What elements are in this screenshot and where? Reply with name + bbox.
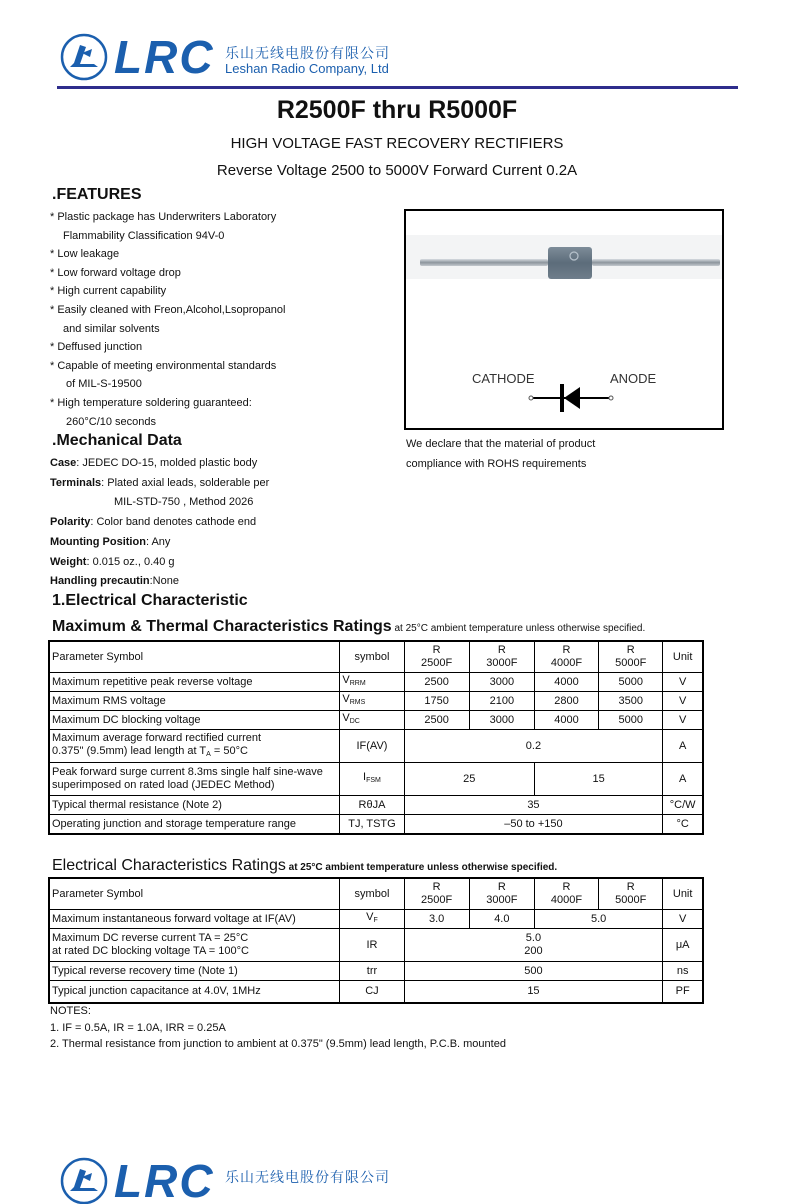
unit-cell: μA: [663, 929, 703, 962]
electrical-ratings-table: [48, 877, 704, 1004]
value-cell: 2800: [534, 692, 598, 711]
polarity-value: : Color band denotes cathode end: [90, 516, 257, 529]
value-cell: 3000: [469, 711, 534, 730]
mounting-label: Mounting Position: [50, 535, 146, 548]
param-cell: Maximum average forward rectified current 0.375" (9.5mm) lead length at $T_A = 50^\circ C$: [49, 730, 340, 763]
symbol-cell: $I_{FSM}$: [340, 763, 404, 796]
header-r3000f: R 3000F: [469, 641, 534, 673]
value-cell: 15: [404, 981, 663, 1003]
max-thermal-ratings-table: [48, 640, 704, 835]
header-param: Parameter Symbol: [49, 641, 340, 673]
unit-cell: PF: [663, 981, 703, 1003]
polarity-label: Polarity: [50, 516, 91, 529]
company-logo-emblem: [60, 33, 108, 81]
rohs-line: We declare that the material of product: [406, 438, 596, 450]
unit-cell: ns: [663, 962, 703, 981]
feature-item: and similar solvents: [63, 322, 160, 335]
feature-item: * High current capability: [50, 285, 167, 298]
handling-label: Handling precautin: [50, 575, 150, 588]
features-heading: .FEATURES: [52, 186, 142, 203]
symbol-cell: IR: [340, 929, 404, 962]
header-r5000f: R 5000F: [599, 641, 663, 673]
feature-item: of MIL-S-19500: [66, 378, 142, 391]
table-row: [49, 692, 703, 711]
unit-cell: V: [663, 673, 703, 692]
value-cell: 35: [404, 796, 663, 815]
value-cell: 4.0: [469, 910, 534, 929]
footer-logo: [60, 1154, 460, 1204]
table-header-row: [49, 878, 703, 910]
anode-label: ANODE: [610, 371, 657, 386]
param-cell: Maximum instantaneous forward voltage at IF(AV): [49, 910, 340, 929]
value-cell: 2100: [469, 692, 534, 711]
rohs-line: compliance with ROHS requirements: [406, 458, 587, 470]
mechanical-data: [50, 454, 390, 592]
value-cell: 5000: [599, 711, 663, 730]
terminals-value: : Plated axial leads, solderable per: [101, 476, 270, 489]
terminals-label: Terminals: [50, 476, 102, 489]
header-unit: Unit: [663, 878, 703, 910]
feature-item: Flammability Classification 94V-0: [63, 229, 225, 242]
table1-title: [52, 618, 645, 636]
feature-item: 260°C/10 seconds: [66, 415, 157, 428]
table-row: [49, 929, 703, 962]
symbol-cell: $V_{RRM}$: [340, 673, 404, 692]
logo-emblem-icon: [60, 33, 108, 81]
table-row: [49, 962, 703, 981]
param-cell: Maximum DC reverse current TA = 25°C at rated DC blocking voltage TA = 100°C: [49, 929, 340, 962]
table2-title-note: at 25°C ambient temperature unless otherwise specified.: [285, 862, 558, 873]
value-cell: 3000: [469, 673, 534, 692]
unit-cell: °C/W: [663, 796, 703, 815]
footer-logo-text: LRC: [114, 1155, 215, 1204]
table-row: [49, 763, 703, 796]
table2-title: [52, 857, 557, 875]
electrical-heading: 1.Electrical Characteristic: [52, 592, 248, 609]
table1-title-text: Maximum & Thermal Characteristics Ratings: [52, 618, 392, 635]
cathode-label: CATHODE: [472, 371, 535, 386]
note-item: 1. IF = 0.5A, IR = 1.0A, IRR = 0.25A: [50, 1021, 226, 1034]
symbol-cell: RθJA: [340, 796, 404, 815]
value-cell: 15: [534, 763, 662, 796]
symbol-cell: $V_F$: [340, 910, 404, 929]
value-cell: 1750: [404, 692, 469, 711]
symbol-cell: CJ: [340, 981, 404, 1003]
symbol-cell: $V_{DC}$: [340, 711, 404, 730]
feature-item: * Capable of meeting environmental standards: [50, 359, 277, 372]
notes: [50, 1003, 506, 1053]
feature-item: * Plastic package has Underwriters Laboratory: [50, 211, 277, 223]
unit-cell: A: [663, 730, 703, 763]
unit-cell: °C: [663, 815, 703, 835]
table2-title-text: Electrical Characteristics Ratings: [52, 857, 286, 874]
value-cell: 5.0 200: [404, 929, 663, 962]
header-divider: [57, 86, 738, 89]
diode-symbol-icon: [528, 383, 614, 413]
footer-company-cn: 乐山无线电股份有限公司: [225, 1170, 390, 1186]
case-label: Case: [50, 457, 77, 469]
param-cell: Typical thermal resistance (Note 2): [49, 796, 340, 815]
unit-cell: V: [663, 711, 703, 730]
symbol-cell: TJ, TSTG: [340, 815, 404, 835]
terminals-value-cont: MIL-STD-750 , Method 2026: [114, 496, 254, 509]
value-cell: 4000: [534, 673, 598, 692]
table-row: [49, 673, 703, 692]
value-cell: –50 to +150: [404, 815, 663, 835]
case-value: : JEDEC DO-15, molded plastic body: [76, 457, 258, 469]
table-row: [49, 711, 703, 730]
company-name-english: Leshan Radio Company, Ltd: [225, 61, 389, 76]
unit-cell: V: [663, 910, 703, 929]
header-symbol: symbol: [340, 641, 404, 673]
feature-item: * Easily cleaned with Freon,Alcohol,Lsopropanol: [50, 303, 286, 316]
features-list: [50, 208, 390, 431]
table1-title-note: at 25°C ambient temperature unless otherwise specified.: [391, 623, 646, 634]
table-header-row: [49, 641, 703, 673]
header-r3000f: R 3000F: [469, 878, 534, 910]
header-r2500f: R 2500F: [404, 641, 469, 673]
param-cell: Peak forward surge current 8.3ms single half sine-wave superimposed on rated load (JEDEC Method): [49, 763, 340, 796]
rohs-statement: [406, 434, 595, 474]
symbol-cell: IF(AV): [340, 730, 404, 763]
company-name-chinese: 乐山无线电股份有限公司: [225, 46, 390, 62]
table-row: [49, 910, 703, 929]
header-unit: Unit: [663, 641, 703, 673]
handling-value: :None: [149, 575, 179, 588]
mounting-value: : Any: [145, 535, 171, 548]
table-row: [49, 730, 703, 763]
document-title: R2500F thru R5000F: [276, 96, 518, 124]
unit-cell: A: [663, 763, 703, 796]
param-cell: Typical junction capacitance at 4.0V, 1MHz: [49, 981, 340, 1003]
mechanical-heading: .Mechanical Data: [52, 432, 182, 449]
header-param: Parameter Symbol: [49, 878, 340, 910]
header-symbol: symbol: [340, 878, 404, 910]
table-row: [49, 981, 703, 1003]
param-cell: Maximum repetitive peak reverse voltage: [49, 673, 340, 692]
weight-label: Weight: [50, 555, 87, 568]
feature-item: * High temperature soldering guaranteed:: [50, 396, 252, 409]
param-cell: Maximum RMS voltage: [49, 692, 340, 711]
value-cell: 5.0: [534, 910, 662, 929]
value-cell: 500: [404, 962, 663, 981]
document-subtitle-specs: Reverse Voltage 2500 to 5000V Forward Current 0.2A: [216, 162, 578, 179]
header-r5000f: R 5000F: [599, 878, 663, 910]
value-cell: 25: [404, 763, 534, 796]
symbol-cell: trr: [340, 962, 404, 981]
param-cell: Typical reverse recovery time (Note 1): [49, 962, 340, 981]
feature-item: * Low forward voltage drop: [50, 266, 181, 279]
table-row: [49, 815, 703, 835]
header-r2500f: R 2500F: [404, 878, 469, 910]
document-subtitle: HIGH VOLTAGE FAST RECOVERY RECTIFIERS: [230, 135, 564, 152]
weight-value: : 0.015 oz., 0.40 g: [86, 555, 175, 568]
table-row: [49, 796, 703, 815]
feature-item: * Deffused junction: [50, 341, 143, 354]
note-item: 2. Thermal resistance from junction to ambient at 0.375" (9.5mm) lead length, P.C.B. mounted: [50, 1038, 506, 1050]
header-r4000f: R 4000F: [534, 878, 598, 910]
logo-text: LRC: [114, 31, 215, 83]
value-cell: 3.0: [404, 910, 469, 929]
header-r4000f: R 4000F: [534, 641, 598, 673]
value-cell: 0.2: [404, 730, 663, 763]
value-cell: 3500: [599, 692, 663, 711]
feature-item: * Low leakage: [50, 248, 120, 261]
value-cell: 4000: [534, 711, 598, 730]
symbol-cell: $V_{RMS}$: [340, 692, 404, 711]
value-cell: 5000: [599, 673, 663, 692]
logo-emblem-icon: [60, 1157, 108, 1204]
notes-heading: NOTES:: [50, 1005, 91, 1017]
param-cell: Operating junction and storage temperature range: [49, 815, 340, 835]
value-cell: 2500: [404, 673, 469, 692]
value-cell: 2500: [404, 711, 469, 730]
product-figure: [404, 209, 724, 430]
param-cell: Maximum DC blocking voltage: [49, 711, 340, 730]
unit-cell: V: [663, 692, 703, 711]
